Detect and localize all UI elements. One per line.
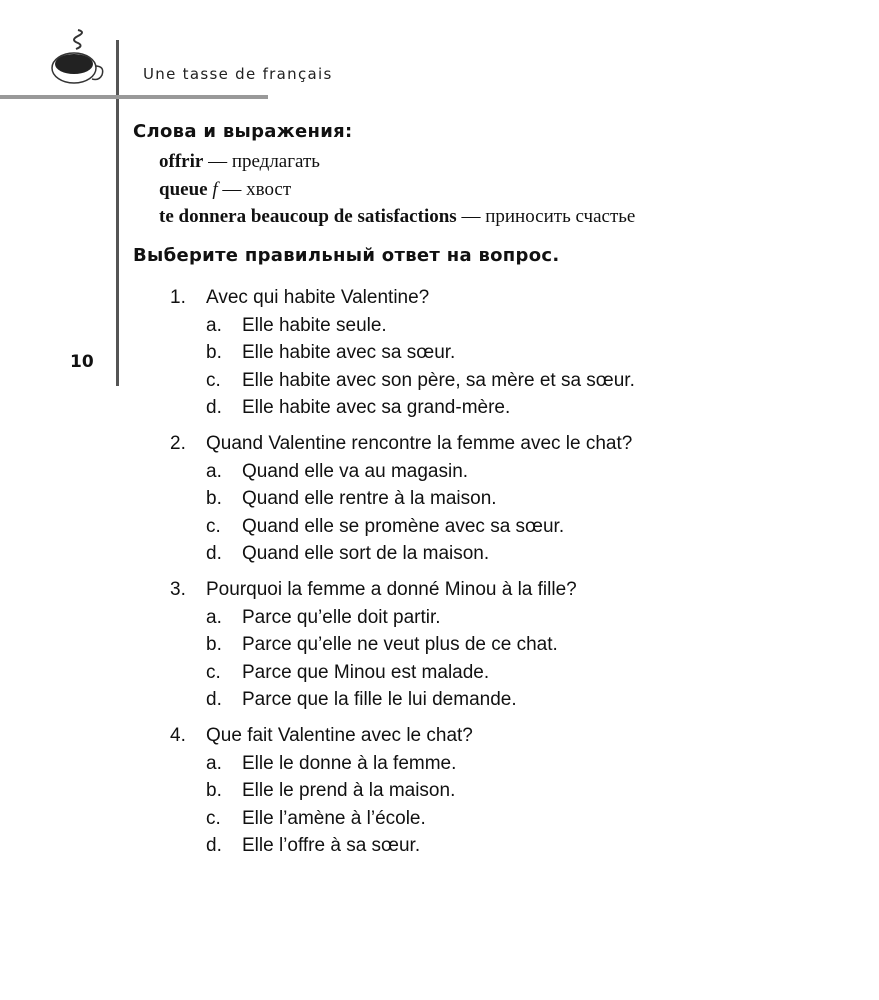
- question: [170, 284, 635, 422]
- answer-letter: c.: [206, 661, 221, 683]
- answer-text: Elle l’offre à sa sœur.: [242, 835, 421, 856]
- running-title: Une tasse de français: [143, 65, 333, 83]
- answer-option: [170, 312, 635, 340]
- vocab-term: offrir: [159, 151, 204, 172]
- vocab-item: [159, 148, 635, 176]
- answer-option: [170, 832, 635, 860]
- answer-text: Parce qu’elle doit partir.: [242, 606, 441, 628]
- answer-option: [170, 394, 635, 422]
- answer-letter: a.: [206, 314, 222, 336]
- answer-option: [170, 367, 635, 395]
- question: [170, 576, 635, 714]
- answer-letter: a.: [206, 460, 222, 482]
- answer-option: [170, 540, 635, 568]
- vocab-item: [159, 176, 635, 204]
- vocab-gender: f: [212, 178, 218, 200]
- answer-text: Elle le donne à la femme.: [242, 752, 457, 774]
- answer-letter: a.: [206, 752, 222, 774]
- answer-option: [170, 485, 635, 513]
- answer-text: Parce que la fille le lui demande.: [242, 689, 517, 710]
- answer-letter: c.: [206, 515, 221, 537]
- answer-letter: d.: [206, 397, 222, 418]
- question-text: Que fait Valentine avec le chat?: [206, 725, 473, 746]
- header-vertical-rule: [116, 40, 119, 386]
- answer-text: Quand elle rentre à la maison.: [242, 488, 497, 509]
- answer-option: [170, 805, 635, 833]
- answer-letter: d.: [206, 689, 222, 710]
- answer-option: [170, 686, 635, 714]
- answer-text: Elle habite avec sa sœur.: [242, 342, 456, 363]
- vocab-translation: приносить счастье: [485, 206, 636, 227]
- answer-text: Elle habite avec son père, sa mère et sa sœur.: [242, 369, 635, 391]
- question-number: 2.: [170, 433, 186, 454]
- answer-option: [170, 777, 635, 805]
- answer-letter: c.: [206, 807, 221, 829]
- answer-option: [170, 513, 635, 541]
- answer-letter: b.: [206, 488, 222, 509]
- answer-text: Parce qu’elle ne veut plus de ce chat.: [242, 634, 558, 655]
- answer-option: [170, 339, 635, 367]
- answer-option: [170, 458, 635, 486]
- vocab-translation: хвост: [246, 178, 292, 200]
- answer-letter: b.: [206, 780, 222, 801]
- answer-text: Quand elle va au magasin.: [242, 460, 469, 482]
- answer-text: Quand elle se promène avec sa sœur.: [242, 515, 565, 537]
- vocab-dash: —: [208, 151, 228, 172]
- answer-letter: a.: [206, 606, 222, 628]
- vocab-dash: —: [461, 206, 481, 227]
- question: [170, 430, 635, 568]
- answer-text: Quand elle sort de la maison.: [242, 543, 490, 564]
- vocab-heading: Слова и выражения:: [133, 121, 353, 142]
- answer-text: Elle habite avec sa grand-mère.: [242, 397, 511, 418]
- answer-option: [170, 604, 635, 632]
- answer-text: Elle habite seule.: [242, 314, 387, 336]
- answer-letter: b.: [206, 634, 222, 655]
- answer-letter: d.: [206, 835, 222, 856]
- answer-letter: c.: [206, 369, 221, 391]
- answer-text: Elle l’amène à l’école.: [242, 807, 426, 829]
- answer-letter: d.: [206, 543, 222, 564]
- vocab-dash: —: [222, 178, 242, 200]
- vocab-list: [159, 148, 635, 231]
- answer-option: [170, 659, 635, 687]
- question-text: Pourquoi la femme a donné Minou à la fille?: [206, 579, 577, 600]
- answer-letter: b.: [206, 342, 222, 363]
- question-text: Quand Valentine rencontre la femme avec le chat?: [206, 433, 633, 454]
- question-number: 3.: [170, 579, 186, 600]
- page-number: 10: [70, 352, 94, 372]
- question-text: Avec qui habite Valentine?: [206, 287, 430, 308]
- vocab-translation: предлагать: [231, 151, 320, 172]
- answer-text: Elle le prend à la maison.: [242, 780, 456, 801]
- exercise-heading: Выберите правильный ответ на вопрос.: [133, 245, 560, 266]
- answer-option: [170, 631, 635, 659]
- coffee-cup-icon: [48, 28, 110, 90]
- answer-option: [170, 750, 635, 778]
- question-number: 4.: [170, 725, 186, 746]
- question-number: 1.: [170, 287, 186, 308]
- vocab-term: queue: [159, 178, 208, 200]
- vocab-item: [159, 203, 635, 231]
- answer-text: Parce que Minou est malade.: [242, 661, 490, 683]
- question-list: [170, 284, 635, 868]
- header-horizontal-rule: [0, 95, 268, 99]
- question: [170, 722, 635, 860]
- vocab-term: te donnera beaucoup de satisfactions: [159, 206, 457, 227]
